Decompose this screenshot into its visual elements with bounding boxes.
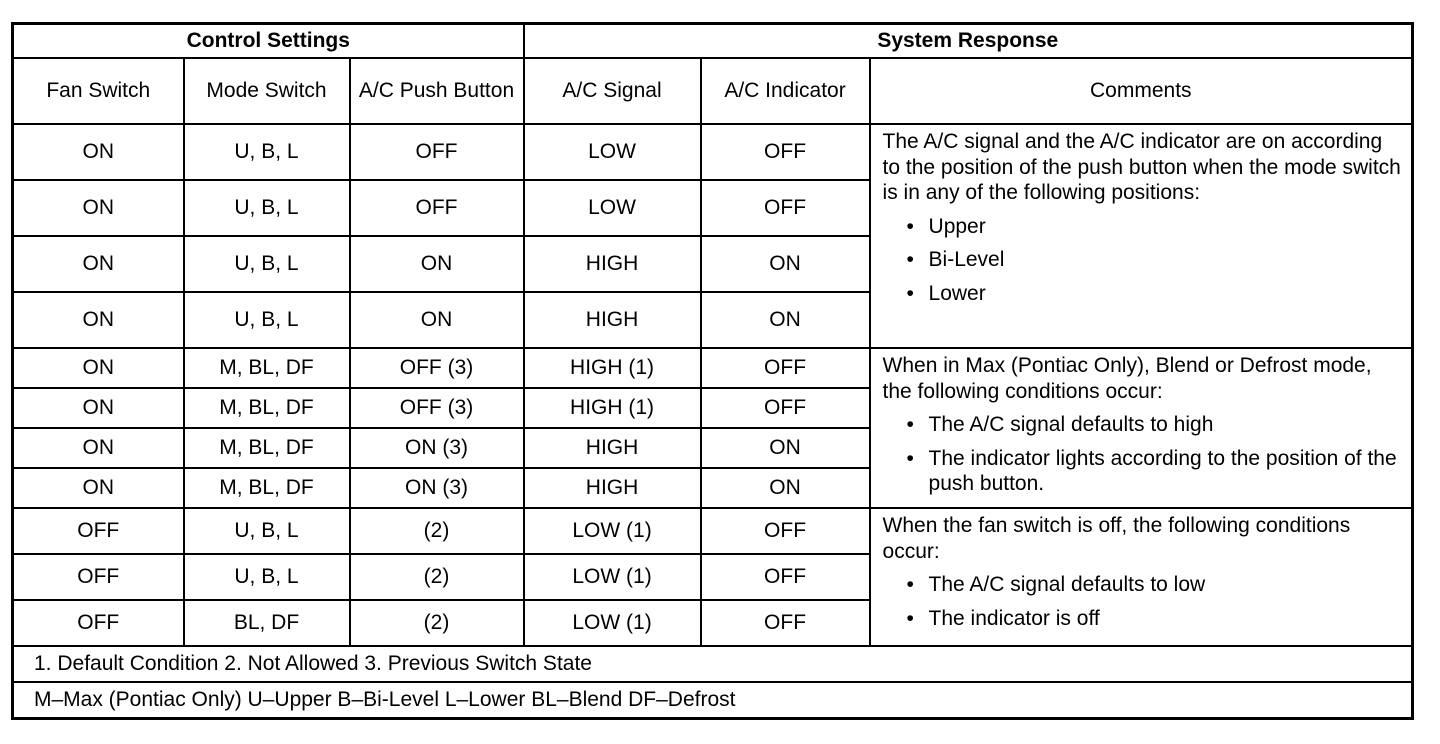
mode-switch-cell: M, BL, DF <box>184 428 350 468</box>
ac-signal-cell: LOW <box>524 124 701 180</box>
fan-switch-cell: ON <box>13 124 184 180</box>
footnote-row <box>13 682 1413 719</box>
ac-indicator-cell: OFF <box>701 180 870 236</box>
mode-switch-cell: M, BL, DF <box>184 348 350 388</box>
footnote-legend-numbers: 1. Default Condition 2. Not Allowed 3. Previous Switch State <box>13 646 1413 682</box>
bullet-icon: • <box>906 606 914 630</box>
ac-indicator-cell: OFF <box>701 388 870 428</box>
ac-push-button-cell: ON <box>350 292 524 348</box>
ac-indicator-cell: ON <box>701 428 870 468</box>
bullet-text: The indicator lights according to the position of the push button. <box>928 446 1397 496</box>
fan-switch-cell: ON <box>13 348 184 388</box>
fan-switch-cell: ON <box>13 292 184 348</box>
ac-indicator-cell: OFF <box>701 348 870 388</box>
comment-cell <box>870 124 1413 348</box>
table-row <box>13 508 1413 554</box>
fan-switch-cell: OFF <box>13 554 184 600</box>
ac-indicator-cell: ON <box>701 292 870 348</box>
column-header-ac-push-button: A/C Push Button <box>350 58 524 124</box>
bullet-icon: • <box>906 282 914 306</box>
bullet-text: The A/C signal defaults to low <box>928 573 1206 597</box>
ac-signal-cell: LOW (1) <box>524 600 701 646</box>
mode-switch-cell: U, B, L <box>184 180 350 236</box>
ac-push-button-cell: (2) <box>350 600 524 646</box>
list-item <box>907 446 1402 497</box>
mode-switch-cell: U, B, L <box>184 124 350 180</box>
ac-indicator-cell: OFF <box>701 554 870 600</box>
ac-signal-cell: LOW (1) <box>524 554 701 600</box>
column-header-row <box>13 58 1413 124</box>
table-row <box>13 348 1413 388</box>
mode-switch-cell: U, B, L <box>184 236 350 292</box>
comment-text: When in Max (Pontiac Only), Blend or Defrost mode, the following conditions occur: <box>882 354 1372 403</box>
ac-indicator-cell: OFF <box>701 600 870 646</box>
column-header-ac-signal: A/C Signal <box>524 58 701 124</box>
fan-switch-cell: ON <box>13 388 184 428</box>
bullet-text: Lower <box>928 282 986 306</box>
ac-indicator-cell: OFF <box>701 508 870 554</box>
ac-push-button-cell: OFF <box>350 124 524 180</box>
table-row <box>13 124 1413 180</box>
ac-signal-cell: LOW <box>524 180 701 236</box>
column-header-fan-switch: Fan Switch <box>13 58 184 124</box>
ac-signal-cell: HIGH <box>524 292 701 348</box>
ac-signal-cell: LOW (1) <box>524 508 701 554</box>
system-response-header: System Response <box>524 24 1413 59</box>
group-header-row <box>13 24 1413 59</box>
bullet-icon: • <box>906 446 914 470</box>
ac-signal-cell: HIGH (1) <box>524 348 701 388</box>
fan-switch-cell: OFF <box>13 508 184 554</box>
comment-bullet-list <box>883 412 1402 497</box>
footnote-legend-modes: M–Max (Pontiac Only) U–Upper B–Bi-Level L–Lower BL–Blend DF–Defrost <box>13 682 1413 719</box>
ac-push-button-cell: ON <box>350 236 524 292</box>
mode-switch-cell: U, B, L <box>184 554 350 600</box>
ac-push-button-cell: (2) <box>350 508 524 554</box>
fan-switch-cell: ON <box>13 468 184 508</box>
ac-push-button-cell: OFF <box>350 180 524 236</box>
comment-bullet-list <box>883 214 1402 307</box>
ac-push-button-cell: ON (3) <box>350 428 524 468</box>
bullet-text: The indicator is off <box>928 606 1100 630</box>
bullet-text: Upper <box>928 214 986 238</box>
bullet-text: The A/C signal defaults to high <box>928 413 1214 437</box>
ac-indicator-cell: ON <box>701 468 870 508</box>
footnote-row <box>13 646 1413 682</box>
list-item <box>907 572 1402 598</box>
fan-switch-cell: OFF <box>13 600 184 646</box>
list-item <box>907 606 1402 632</box>
bullet-icon: • <box>906 248 914 272</box>
fan-switch-cell: ON <box>13 236 184 292</box>
ac-signal-cell: HIGH <box>524 468 701 508</box>
list-item <box>907 412 1402 438</box>
comment-text: The A/C signal and the A/C indicator are on according to the position of the push button when the mode switch is in any of the following positions: <box>882 130 1401 205</box>
ac-indicator-cell: OFF <box>701 124 870 180</box>
ac-push-button-cell: OFF (3) <box>350 348 524 388</box>
bullet-icon: • <box>906 413 914 437</box>
list-item <box>907 247 1402 273</box>
comment-text: When the fan switch is off, the following conditions occur: <box>882 514 1351 563</box>
column-header-ac-indicator: A/C Indicator <box>701 58 870 124</box>
fan-switch-cell: ON <box>13 180 184 236</box>
comment-bullet-list <box>883 572 1402 631</box>
fan-switch-cell: ON <box>13 428 184 468</box>
mode-switch-cell: M, BL, DF <box>184 468 350 508</box>
list-item <box>907 281 1402 307</box>
bullet-icon: • <box>906 214 914 238</box>
mode-switch-cell: M, BL, DF <box>184 388 350 428</box>
ac-signal-cell: HIGH <box>524 428 701 468</box>
ac-indicator-cell: ON <box>701 236 870 292</box>
comment-cell <box>870 348 1413 508</box>
bullet-text: Bi-Level <box>928 248 1005 272</box>
ac-signal-cell: HIGH <box>524 236 701 292</box>
ac-push-button-cell: OFF (3) <box>350 388 524 428</box>
ac-control-table <box>11 22 1414 720</box>
mode-switch-cell: U, B, L <box>184 292 350 348</box>
ac-push-button-cell: (2) <box>350 554 524 600</box>
control-settings-header: Control Settings <box>13 24 524 59</box>
bullet-icon: • <box>906 573 914 597</box>
column-header-comments: Comments <box>870 58 1413 124</box>
mode-switch-cell: U, B, L <box>184 508 350 554</box>
ac-push-button-cell: ON (3) <box>350 468 524 508</box>
column-header-mode-switch: Mode Switch <box>184 58 350 124</box>
comment-cell <box>870 508 1413 646</box>
ac-signal-cell: HIGH (1) <box>524 388 701 428</box>
mode-switch-cell: BL, DF <box>184 600 350 646</box>
list-item <box>907 214 1402 240</box>
